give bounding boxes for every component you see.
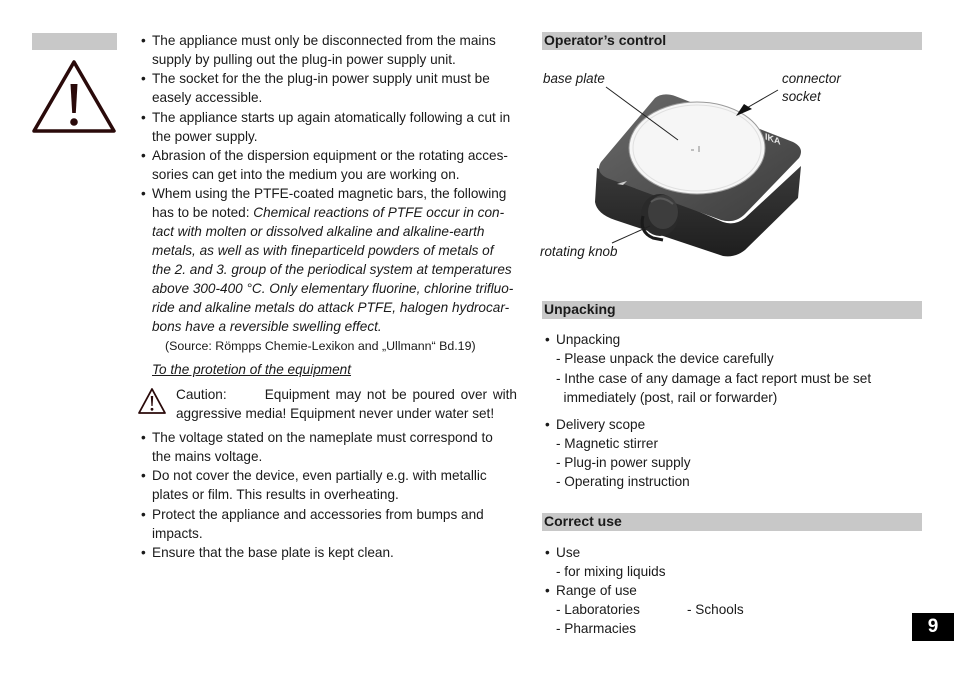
ptfe-italic-line: above 300-400 °C. Only elementary fluorine, chlorine trifluo- <box>152 281 514 296</box>
bullet: • <box>141 468 146 483</box>
label-base-plate: base plate <box>543 71 605 86</box>
unpacking-sub: immediately (post, rail or forwarder) <box>556 390 778 405</box>
label-connector-line: connector <box>782 71 841 86</box>
leader-lines <box>540 80 780 250</box>
delivery-sub: - Magnetic stirrer <box>556 436 658 451</box>
source-citation: (Source: Römpps Chemie-Lexikon and „Ullmann“ Bd.19) <box>165 339 476 353</box>
bullet: • <box>141 507 146 522</box>
label-rotating-knob: rotating knob <box>540 244 618 259</box>
item-line: plates or film. This results in overheating. <box>152 487 399 502</box>
ptfe-line: Whem using the PTFE-coated magnetic bars, the following <box>152 186 507 201</box>
bullet: • <box>545 583 550 598</box>
safety-line: Abrasion of the dispersion equipment or the rotating acces- <box>152 148 508 163</box>
protection-heading: To the protetion of the equipment <box>152 362 352 377</box>
ptfe-italic-line: the 2. and 3. group of the periodical system at temperatures <box>152 262 512 277</box>
caution-triangle-icon <box>137 387 167 415</box>
page-number: 9 <box>912 613 954 641</box>
caution-label: Caution: <box>176 387 227 402</box>
bullet: • <box>141 33 146 48</box>
bullet: • <box>141 110 146 125</box>
item-line: Protect the appliance and accessories from bumps and <box>152 507 484 522</box>
ptfe-line: has to be noted: <box>152 205 254 220</box>
ptfe-italic-line: Chemical reactions of PTFE occur in con- <box>253 205 505 220</box>
label-connector-socket <box>782 70 841 106</box>
item-line: Do not cover the device, even partially e.g. with metallic <box>152 468 487 483</box>
ptfe-italic-line: bons have a reversible swelling effect. <box>152 319 382 334</box>
item-line: The voltage stated on the nameplate must correspond to <box>152 430 493 445</box>
bullet: • <box>141 430 146 445</box>
safety-line: supply by pulling out the plug-in power supply unit. <box>152 52 456 67</box>
safety-line: The socket for the the plug-in power supply unit must be <box>152 71 490 86</box>
caution-line: aggressive media! Equipment never under water set! <box>176 406 495 421</box>
device-logo: IKA <box>765 131 781 147</box>
use-bullet-label: Use <box>556 545 581 560</box>
safety-line: The appliance starts up again atomatically following a cut in <box>152 110 511 125</box>
warning-triangle-icon <box>31 59 117 134</box>
caution-text <box>176 385 517 423</box>
bullet: • <box>141 545 146 560</box>
delivery-sub: - Plug-in power supply <box>556 455 691 470</box>
delivery-bullet-label: Delivery scope <box>556 417 646 432</box>
unpacking-heading: Unpacking <box>542 301 922 319</box>
label-connector-line: socket <box>782 89 821 104</box>
range-sub: - Pharmacies <box>556 621 637 636</box>
caution-line: Equipment may not be poured over with <box>264 387 517 402</box>
unpacking-bullet-label: Unpacking <box>556 332 621 347</box>
range-sub: - Schools <box>687 602 744 617</box>
bullet: • <box>141 71 146 86</box>
item-line: Ensure that the base plate is kept clean. <box>152 545 394 560</box>
bullet: • <box>545 417 550 432</box>
bullet: • <box>545 332 550 347</box>
safety-line: The appliance must only be disconnected from the mains <box>152 33 496 48</box>
safety-line: easely accessible. <box>152 90 263 105</box>
ptfe-italic-line: metals, as well as with fineparticeld powders of metals of <box>152 243 494 258</box>
safety-line: sories can get into the medium you are working on. <box>152 167 460 182</box>
unpacking-sub: - Please unpack the device carefully <box>556 351 774 366</box>
item-line: impacts. <box>152 526 203 541</box>
range-sub: - Laboratories <box>556 602 640 617</box>
margin-marker-bar <box>32 33 117 50</box>
bullet: • <box>545 545 550 560</box>
unpacking-sub: - Inthe case of any damage a fact report must be set <box>556 371 872 386</box>
use-sub: - for mixing liquids <box>556 564 666 579</box>
ptfe-italic-line: tact with molten or dissolved alkaline and alkaline-earth <box>152 224 485 239</box>
bullet: • <box>141 186 146 201</box>
safety-line: the power supply. <box>152 129 258 144</box>
item-line: the mains voltage. <box>152 449 263 464</box>
bullet: • <box>141 148 146 163</box>
correct-use-heading: Correct use <box>542 513 922 531</box>
ptfe-italic-line: ride and alkaline metals do attack PTFE, halogen hydrocar- <box>152 300 510 315</box>
operators-control-heading: Operator’s control <box>542 32 922 50</box>
delivery-sub: - Operating instruction <box>556 474 690 489</box>
range-bullet-label: Range of use <box>556 583 637 598</box>
